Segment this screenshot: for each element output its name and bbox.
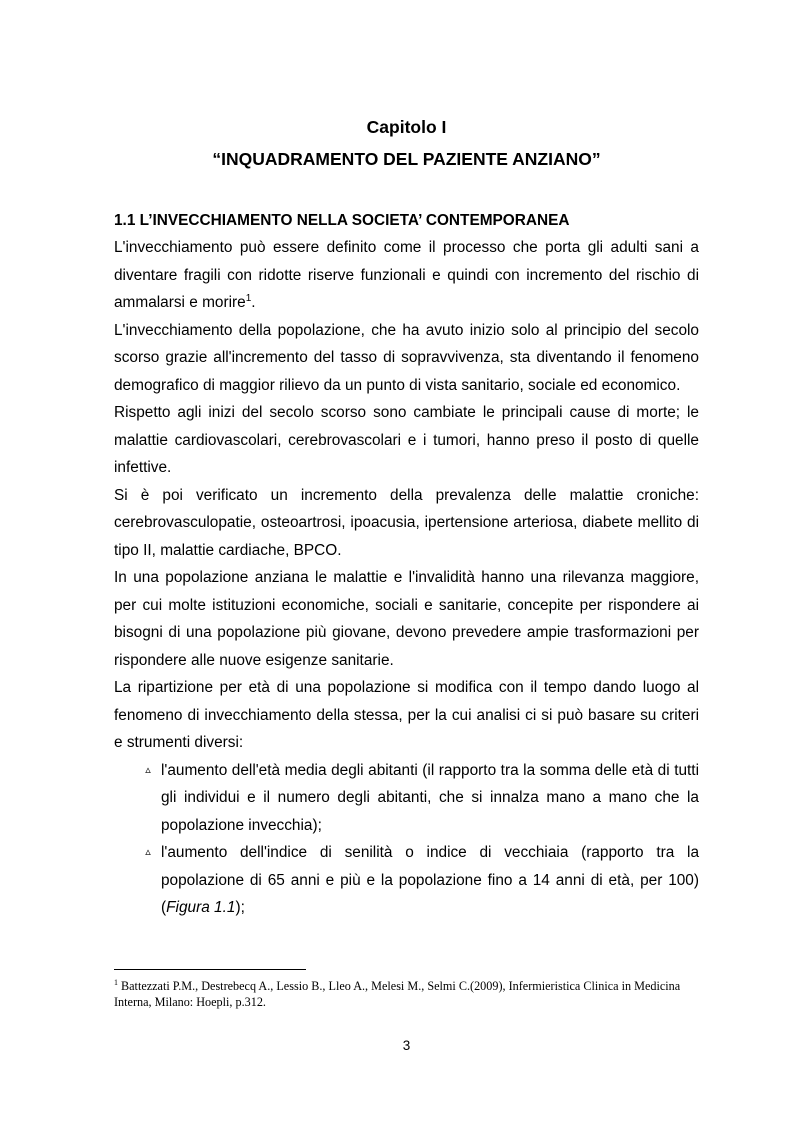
paragraph-1-text: L'invecchiamento può essere definito come il processo che porta gli adulti sani a diventare fragili con ridotte riserve funzionali e quindi con incremento del rischio di ammalarsi e morire <box>114 239 699 311</box>
paragraph-2: L'invecchiamento della popolazione, che ha avuto inizio solo al principio del secolo scorso grazie all'incremento del tasso di sopravvivenza, sta diventando il fenomeno demografico di maggior rilievo da un punto di vista sanitario, sociale ed economico. <box>114 321 699 394</box>
page-number: 3 <box>402 1038 411 1053</box>
body-text <box>114 234 699 922</box>
paragraph-6: La ripartizione per età di una popolazione si modifica con il tempo dando luogo al fenomeno di invecchiamento della stessa, per la cui analisi ci si può basare su criteri e strumenti diversi: <box>114 679 699 751</box>
list-item <box>114 757 699 840</box>
list-item-end: ); <box>235 899 245 916</box>
footnote-divider <box>114 969 306 970</box>
chapter-subtitle: “INQUADRAMENTO DEL PAZIENTE ANZIANO” <box>212 149 601 169</box>
footnote <box>114 978 699 1010</box>
list-item <box>114 839 699 922</box>
section-heading: 1.1 L’INVECCHIAMENTO NELLA SOCIETA’ CONTEMPORANEA <box>114 212 570 229</box>
paragraph-4: Si è poi verificato un incremento della prevalenza delle malattie croniche: cerebrovasculopatie, osteoartrosi, ipoacusia, ipertensione arteriosa, diabete mellito di tipo II, malattie cardiache, BPCO. <box>114 486 699 559</box>
chapter-title: Capitolo I <box>366 117 447 137</box>
paragraph-5: In una popolazione anziana le malattie e l'invalidità hanno una rilevanza maggiore, per cui molte istituzioni economiche, sociali e sanitarie, concepite per rispondere ai bisogni di una popolazione più giovane, devono prevedere ampie trasformazioni per rispondere alle nuove esigenze sanitarie. <box>114 569 699 669</box>
triangle-bullet-icon: ▵ <box>145 763 151 776</box>
list-item-text: l'aumento dell'età media degli abitanti (il rapporto tra la somma delle età di tutti gli individui e il numero degli abitanti, che si innalza mano a mano che la popolazione invecchia); <box>161 761 699 834</box>
footnote-reference: 1 <box>245 292 252 304</box>
document-page <box>114 0 699 1123</box>
figure-reference: Figura 1.1 <box>166 899 236 916</box>
triangle-bullet-icon: ▵ <box>145 846 151 858</box>
footnote-number: 1 <box>114 977 118 987</box>
bullet-list <box>114 757 699 922</box>
paragraph-3: Rispetto agli inizi del secolo scorso sono cambiate le principali cause di morte; le malattie cardiovascolari, cerebrovascolari e i tumori, hanno preso il posto di quelle infettive. <box>114 404 699 476</box>
footnote-text: Battezzati P.M., Destrebecq A., Lessio B., Lleo A., Melesi M., Selmi C.(2009), Infermieristica Clinica in Medicina Interna, Milano: Hoepli, p.312. <box>114 979 681 1009</box>
list-item-text: l'aumento dell'indice di senilità o indice di vecchiaia (rapporto tra la popolazione di 65 anni e più e la popolazione fino a 14 anni di età, per 100) ( <box>161 844 699 916</box>
paragraph-1 <box>114 234 699 317</box>
paragraph-1-end: . <box>251 294 256 311</box>
